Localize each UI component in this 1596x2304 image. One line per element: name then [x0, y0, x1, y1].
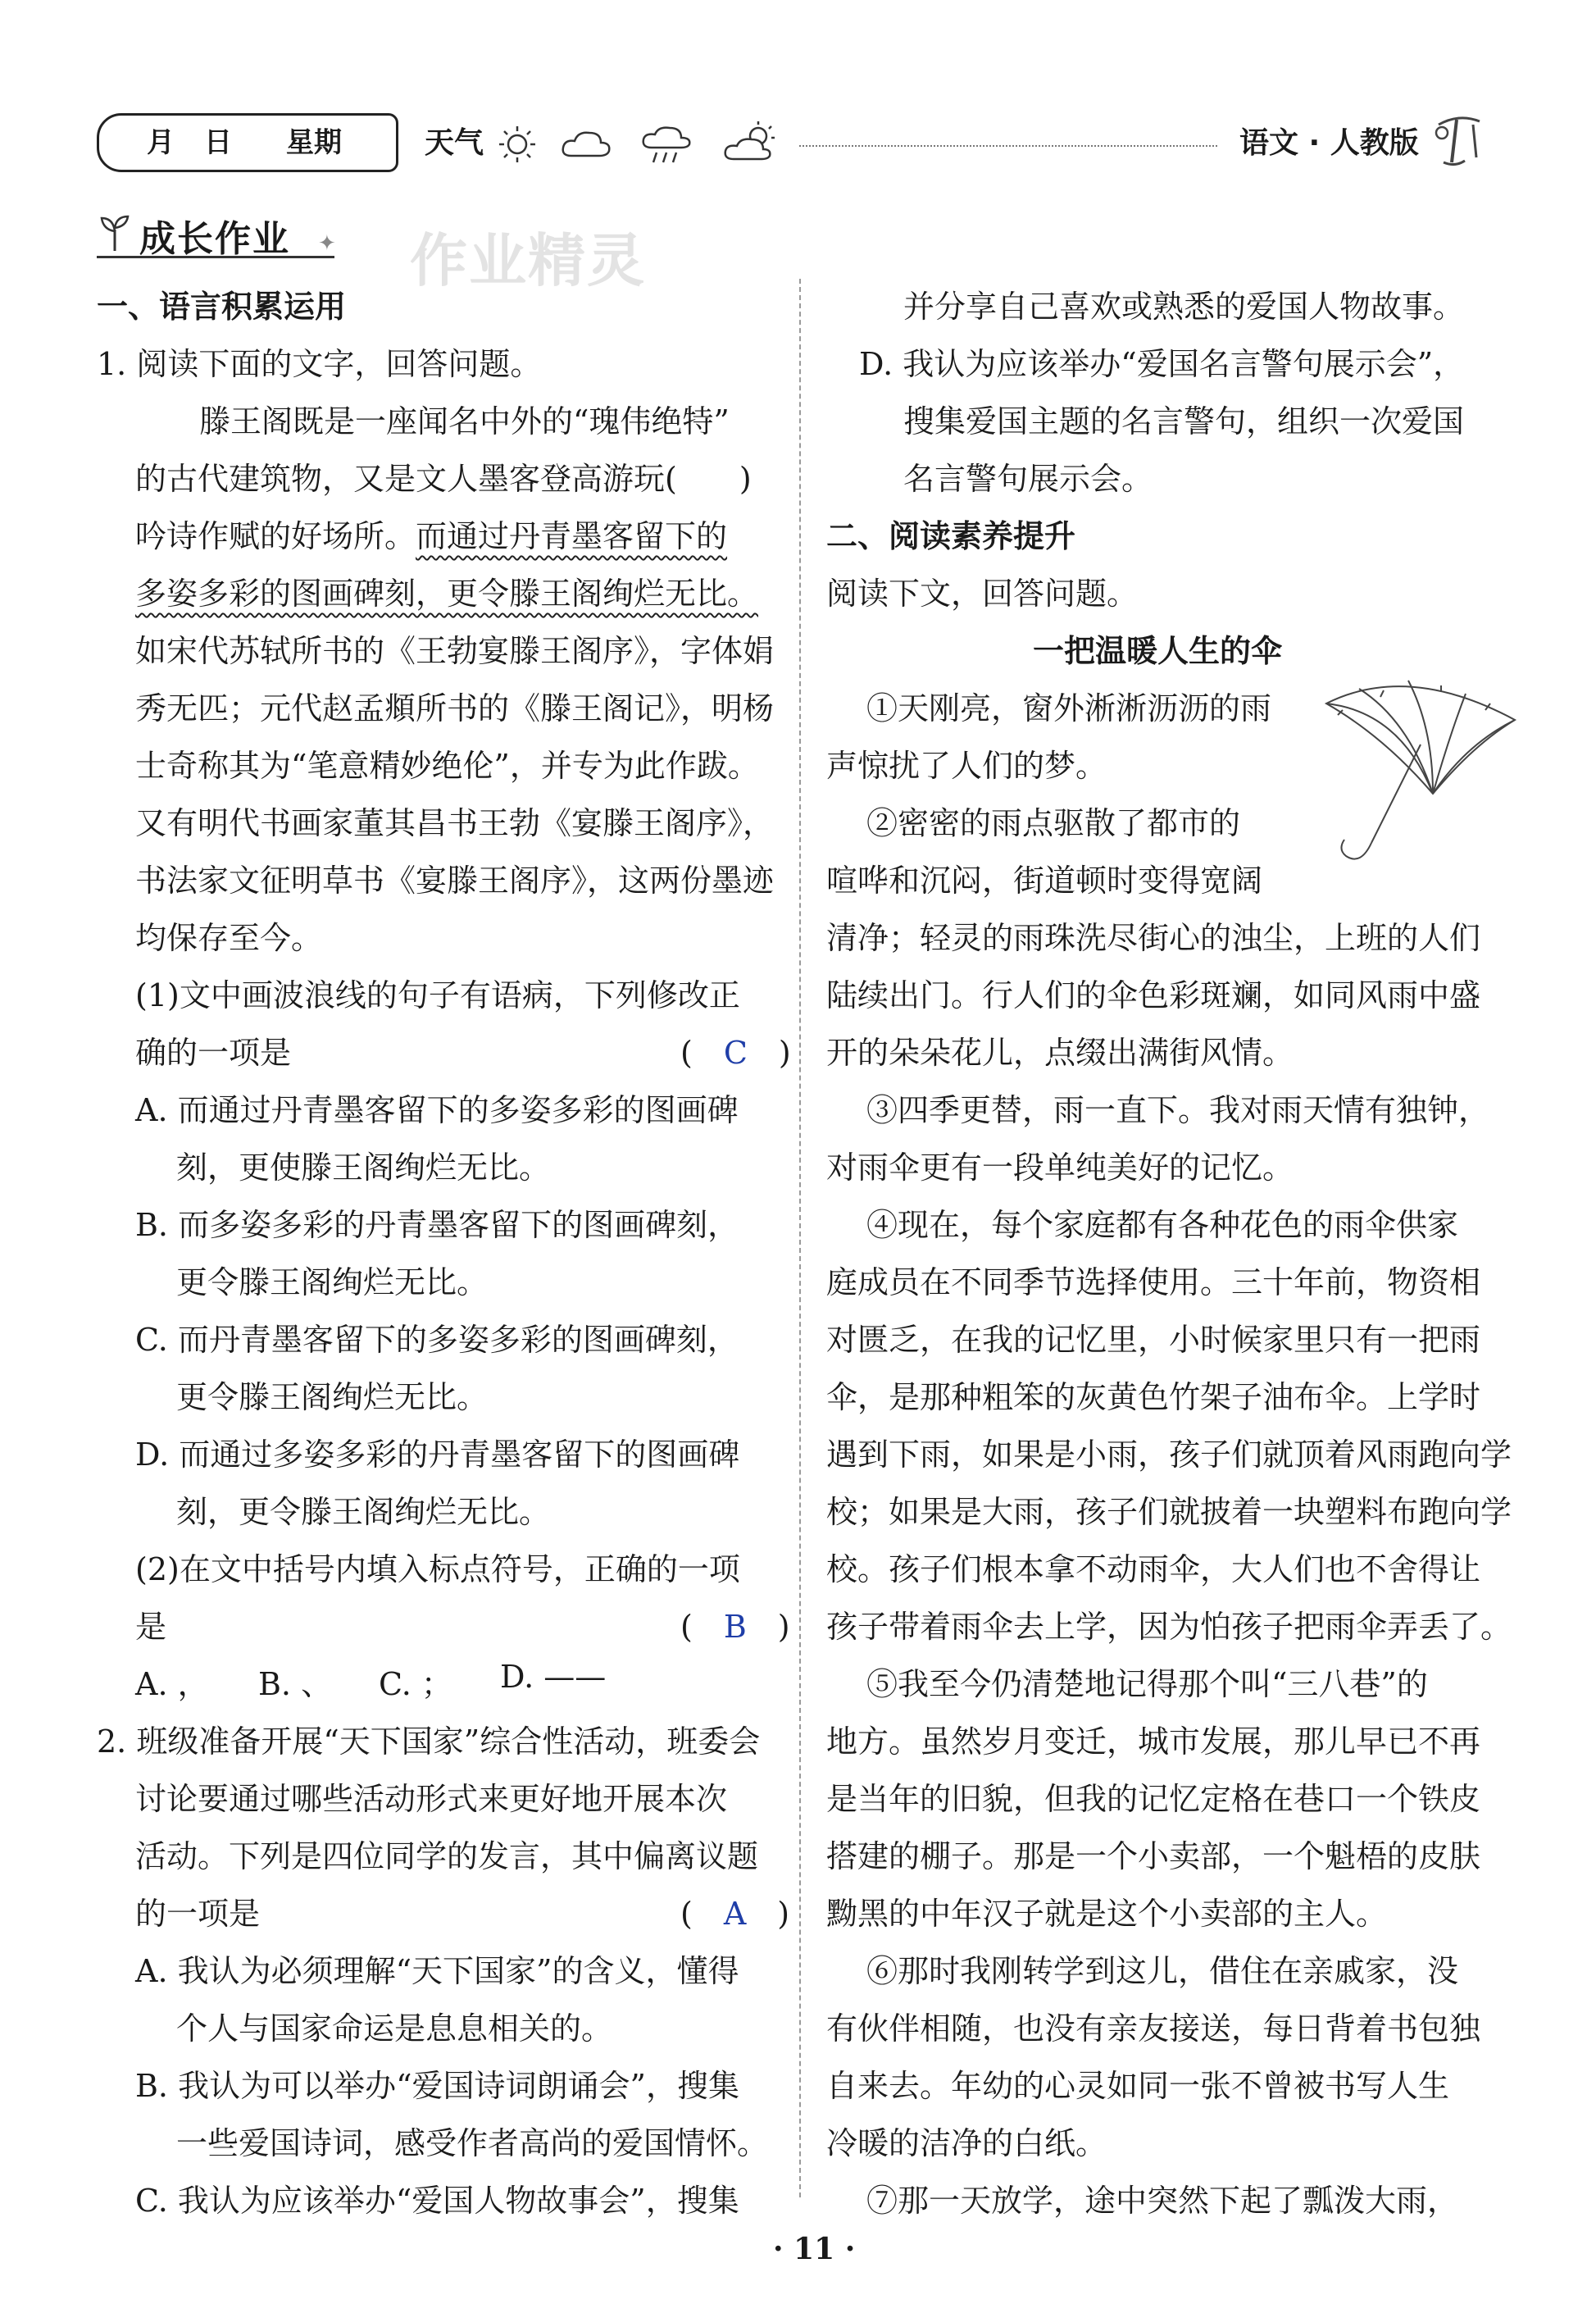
story-line: 地方。虽然岁月变迁，城市发展，那儿早已不再	[826, 1723, 1481, 1760]
story-line: 有伙伴相随，也没有亲友接送，每日背着书包独	[826, 2010, 1481, 2047]
story-line: ⑦那一天放学，途中突然下起了瓢泼大雨，	[866, 2183, 1459, 2219]
story-line: 声惊扰了人们的梦。	[826, 748, 1107, 784]
option-c-cont: 更令滕王阁绚烂无比。	[176, 1379, 489, 1415]
q2-stem-cont: 讨论要通过哪些活动形式来更好地开展本次	[135, 1781, 728, 1817]
star-icon: ✦	[318, 231, 336, 256]
story-title: 一把温暖人生的伞	[1033, 633, 1283, 669]
passage-line: 书法家文征明草书《宴滕王阁序》，这两份墨迹	[135, 863, 775, 899]
rain-icon	[643, 128, 690, 162]
option-d: D. 而通过多姿多彩的丹青墨客留下的图画碑	[135, 1437, 740, 1473]
q2-stem-cont: 的一项是	[135, 1896, 261, 1932]
sprout-icon	[97, 212, 133, 256]
passage-text: 吟诗作赋的好场所。	[135, 518, 416, 554]
story-line: ⑤我至今仍清楚地记得那个叫“三八巷”的	[866, 1666, 1428, 1702]
passage-line: 滕王阁既是一座闻名中外的“瑰伟绝特”	[199, 403, 730, 439]
story-line: 清净；轻灵的雨珠洗尽街心的浊尘，上班的人们	[826, 920, 1481, 956]
date-box	[97, 113, 398, 172]
story-line: 孩子带着雨伞去上学，因为怕孩子把雨伞弄丢了。	[826, 1609, 1512, 1645]
story-line: 喧哗和沉闷，街道顿时变得宽阔	[826, 863, 1263, 899]
story-line: 校。孩子们根本拿不动雨伞，大人们也不舍得让	[826, 1551, 1481, 1587]
q2-option-c-cont: 并分享自己喜欢或熟悉的爱国人物故事。	[903, 289, 1465, 325]
q2-option-d-cont: 搜集爱国主题的名言警句，组织一次爱国	[903, 403, 1465, 439]
answer-bracket: ( C )	[680, 1035, 791, 1071]
day-label: 日	[204, 126, 232, 159]
q2-option-b: B. 我认为可以举办“爱国诗词朗诵会”，搜集	[135, 2068, 739, 2104]
sub-question-2: (2)在文中括号内填入标点符号，正确的一项	[135, 1551, 740, 1587]
story-line: ③四季更替，雨一直下。我对雨天情有独钟，	[866, 1092, 1490, 1128]
answer-c: C	[723, 1035, 748, 1071]
sub-question-1-cont: 确的一项是	[135, 1035, 292, 1071]
wavy-underlined-sentence: 多姿多彩的图画碑刻，更令滕王阁绚烂无比。	[135, 576, 759, 612]
passage-line	[135, 511, 727, 556]
answer-a: A	[723, 1896, 747, 1932]
story-line: 是当年的旧貌，但我的记忆定格在巷口一个铁皮	[826, 1781, 1481, 1817]
watermark: 作业精灵	[410, 227, 646, 294]
answer-bracket: ( A )	[680, 1896, 790, 1932]
punct-option-c: C. ；	[379, 1666, 452, 1702]
column-divider	[799, 279, 801, 2197]
answer-bracket: ( B )	[680, 1609, 790, 1645]
passage-line: 秀无匹；元代赵孟頫所书的《滕王阁记》，明杨	[135, 690, 775, 726]
story-line: 自来去。年幼的心灵如同一张不曾被书写人生	[826, 2068, 1450, 2104]
part2-title: 二、阅读素养提升	[826, 518, 1076, 554]
story-line: 庭成员在不同季节选择使用。三十年前，物资相	[826, 1264, 1481, 1300]
partly-cloudy-icon	[725, 121, 775, 159]
option-c: C. 而丹青墨客留下的多姿多彩的图画碑刻，	[135, 1322, 739, 1358]
sub-question-2-cont: 是	[135, 1609, 167, 1645]
month-label: 月	[147, 126, 175, 159]
weather-label: 天气	[425, 126, 484, 160]
story-line: 对雨伞更有一段单纯美好的记忆。	[826, 1150, 1294, 1186]
story-line: 开的朵朵花儿，点缀出满街风情。	[826, 1035, 1294, 1071]
q2-option-a: A. 我认为必须理解“天下国家”的含义，懂得	[135, 1953, 739, 1989]
q2-option-c: C. 我认为应该举办“爱国人物故事会”，搜集	[135, 2183, 739, 2219]
story-line: 陆续出门。行人们的伞色彩斑斓，如同风雨中盛	[826, 977, 1481, 1013]
story-line: 伞，是那种粗笨的灰黄色竹架子油布伞。上学时	[826, 1379, 1481, 1415]
story-line: 遇到下雨，如果是小雨，孩子们就顶着风雨跑向学	[826, 1437, 1512, 1473]
punct-option-d: D. ——	[500, 1659, 607, 1695]
story-line: ④现在，每个家庭都有各种花色的雨伞供家	[866, 1207, 1459, 1243]
sub-question-1: (1)文中画波浪线的句子有语病，下列修改正	[135, 977, 740, 1013]
part1-title: 一、语言积累运用	[97, 289, 347, 325]
reading-intro: 阅读下文，回答问题。	[826, 576, 1139, 612]
passage-line: 的古代建筑物，又是文人墨客登高游玩( )	[135, 461, 752, 497]
sun-icon	[499, 126, 535, 162]
q1-stem: 1. 阅读下面的文字，回答问题。	[97, 346, 542, 382]
punct-option-a: A. ，	[135, 1666, 209, 1702]
cloud-icon	[563, 133, 610, 156]
weekday-label: 星期	[286, 126, 342, 159]
story-line: 搭建的棚子。那是一个小卖部，一个魁梧的皮肤	[826, 1838, 1481, 1874]
story-line: ②密密的雨点驱散了都市的	[866, 805, 1241, 841]
weather-icons	[496, 115, 791, 175]
story-line: ①天刚亮，窗外淅淅沥沥的雨	[866, 690, 1272, 726]
section-title: 成长作业	[139, 218, 290, 260]
q2-option-a-cont: 个人与国家命运是息息相关的。	[176, 2010, 613, 2047]
q2-option-b-cont: 一些爱国诗词，感受作者高尚的爱国情怀。	[176, 2125, 769, 2161]
story-line: 对匮乏，在我的记忆里，小时候家里只有一把雨	[826, 1322, 1481, 1358]
passage-line: 均保存至今。	[135, 920, 323, 956]
passage-line: 士奇称其为“笔意精妙绝伦”，并专为此作跋。	[135, 748, 759, 784]
option-b: B. 而多姿多彩的丹青墨客留下的图画碑刻，	[135, 1207, 739, 1243]
story-line: ⑥那时我刚转学到这儿，借住在亲戚家，没	[866, 1953, 1459, 1989]
option-a: A. 而通过丹青墨客留下的多姿多彩的图画碑	[135, 1092, 739, 1128]
passage-line: 如宋代苏轼所书的《王勃宴滕王阁序》，字体娟	[135, 633, 775, 669]
story-line: 冷暖的洁净的白纸。	[826, 2125, 1107, 2161]
option-d-cont: 刻，更令滕王阁绚烂无比。	[176, 1494, 551, 1530]
header-divider-line	[799, 145, 1217, 147]
q2-stem-cont: 活动。下列是四位同学的发言，其中偏离议题	[135, 1838, 759, 1874]
story-line: 校；如果是大雨，孩子们就披着一块塑料布跑向学	[826, 1494, 1512, 1530]
wavy-underlined-sentence: 而通过丹青墨客留下的	[416, 518, 728, 554]
umbrella-icon	[1310, 671, 1531, 879]
punct-option-b: B. 、	[258, 1666, 333, 1702]
option-b-cont: 更令滕王阁绚烂无比。	[176, 1264, 489, 1300]
subject-edition: 语文 · 人教版	[1239, 126, 1419, 160]
page-number: · 11 ·	[773, 2232, 856, 2266]
section-title-underline	[97, 256, 334, 258]
passage-line: 又有明代书画家董其昌书王勃《宴滕王阁序》，	[135, 805, 775, 841]
option-a-cont: 刻，更使滕王阁绚烂无比。	[176, 1150, 551, 1186]
q2-option-d-cont: 名言警句展示会。	[903, 461, 1153, 497]
brand-logo-icon	[1430, 108, 1488, 177]
answer-b: B	[723, 1609, 747, 1645]
q2-option-d: D. 我认为应该举办“爱国名言警句展示会”，	[859, 346, 1465, 382]
story-line: 黝黑的中年汉子就是这个小卖部的主人。	[826, 1896, 1388, 1932]
q2-stem: 2. 班级准备开展“天下国家”综合性活动，班委会	[97, 1723, 761, 1760]
